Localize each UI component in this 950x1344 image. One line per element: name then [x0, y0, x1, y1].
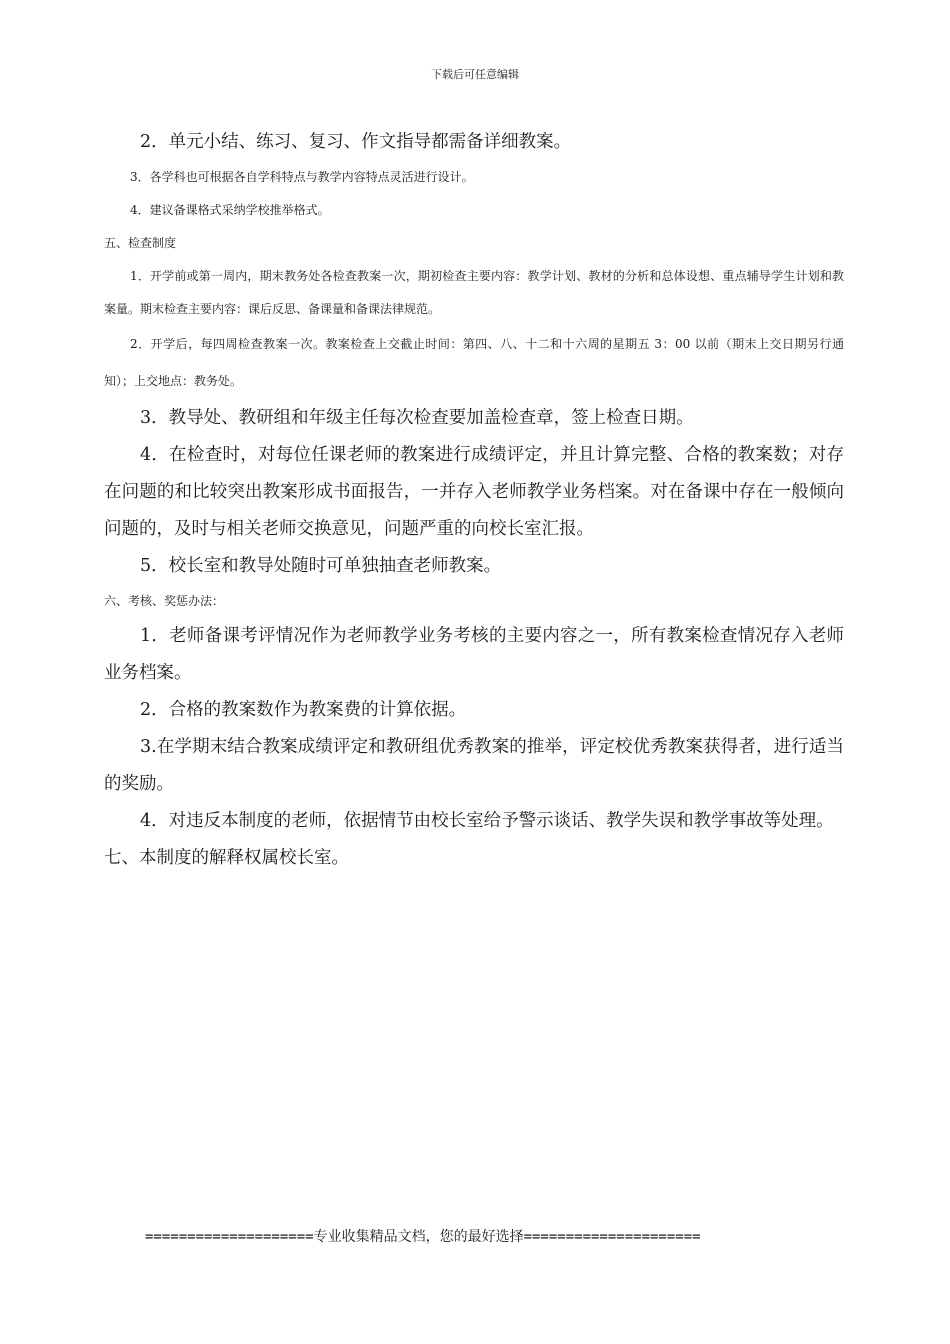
- section-5-item-5: 5．校长室和教导处随时可单独抽查老师教案。: [140, 556, 502, 576]
- section-6-item-1: 1．老师备课考评情况作为老师教学业务考核的主要内容之一，所有教案检查情况存入老师业务档案。: [104, 626, 844, 683]
- section-5-heading: 五、检查制度: [104, 236, 177, 250]
- page-footer: ====================专业收集精品文档，您的最好选择=====================: [145, 1229, 701, 1245]
- item-unit-summary: 2．单元小结、练习、复习、作文指导都需备详细教案。: [140, 132, 572, 152]
- section-6-item-3: 3.在学期末结合教案成绩评定和教研组优秀教案的推举，评定校优秀教案获得者，进行适当的奖励。: [104, 737, 844, 794]
- item-lesson-format: 4．建议备课格式采纳学校推举格式。: [130, 203, 330, 217]
- section-6-item-2: 2．合格的教案数作为教案费的计算依据。: [140, 700, 467, 720]
- document-body: [104, 124, 844, 877]
- section-6-item-4: 4．对违反本制度的老师，依据情节由校长室给予警示谈话、教学失误和教学事故等处理。: [140, 811, 834, 831]
- item-subject-design: 3．各学科也可根据各自学科特点与教学内容特点灵活进行设计。: [130, 170, 474, 184]
- section-5-item-1: 1．开学前或第一周内，期末教务处各检查教案一次，期初检查主要内容：教学计划、教材的分析和总体设想、重点辅导学生计划和教案量。期末检查主要内容：课后反思、备课量和备课法律规范。: [104, 269, 844, 316]
- section-6-heading: 六、考核、奖惩办法：: [104, 594, 225, 608]
- section-5-item-4: 4．在检查时，对每位任课老师的教案进行成绩评定，并且计算完整、合格的教案数；对存在问题的和比较突出教案形成书面报告，一并存入老师教学业务档案。对在备课中存在一般倾向问题的，及时与相关老师交换意见，问题严重的向校长室汇报。: [104, 445, 844, 539]
- page-header: 下载后可任意编辑: [431, 68, 519, 81]
- section-7-statement: 七、本制度的解释权属校长室。: [104, 848, 349, 868]
- section-5-item-2: 2．开学后，每四周检查教案一次。教案检查上交截止时间：第四、八、十二和十六周的星期五 3：00 以前（期末上交日期另行通知）；上交地点：教务处。: [104, 337, 844, 388]
- section-5-item-3: 3．教导处、教研组和年级主任每次检查要加盖检查章，签上检查日期。: [140, 408, 694, 428]
